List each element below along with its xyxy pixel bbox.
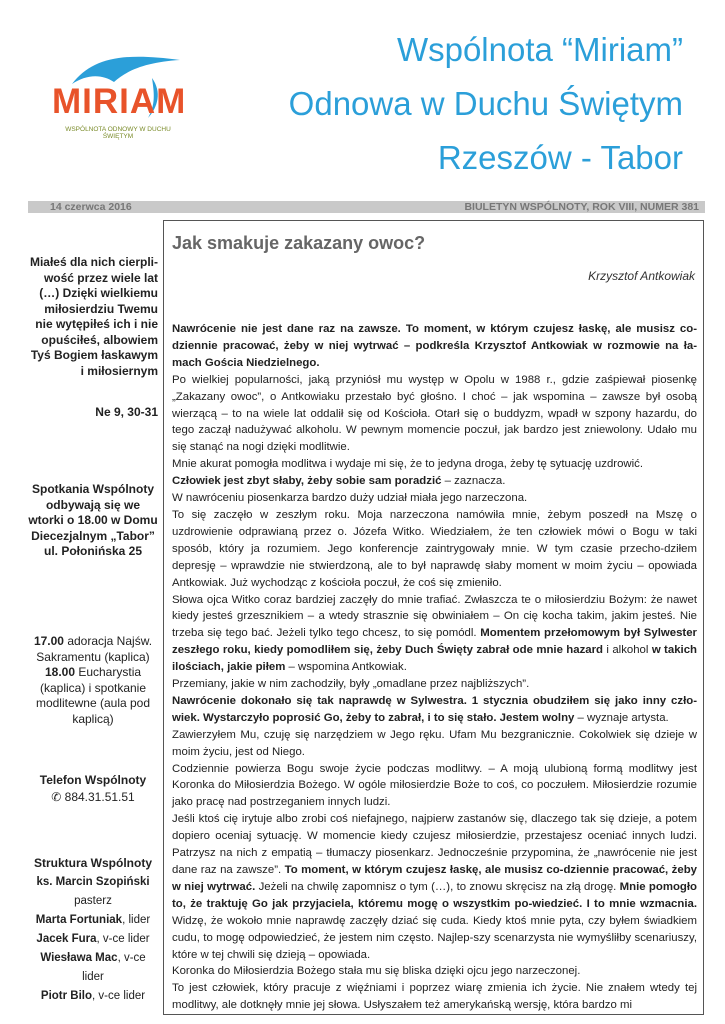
- phone-block: [28, 772, 158, 806]
- structure-title: Struktura Wspólnoty: [33, 856, 152, 870]
- member-2: Jacek Fura, v-ce lider: [36, 933, 150, 945]
- paragraph: Człowiek jest zbyt słaby, żeby sobie sam poradzić – zaznacza.: [172, 475, 506, 488]
- title-line-1: Wspólnota “Miriam”: [396, 31, 683, 68]
- schedule-text-2: Eucharystia (kaplica) i spotkanie modlitewne (aula pod kaplicą): [35, 665, 151, 726]
- paragraph: Nawrócenie nie jest dane raz na zawsze. To moment, w którym czujesz łaskę, ale musisz co-dziennie pracować, żeby w niej wytrwać – podkreśla Krzysztof Antkowiak w rozmowie na ła-mach Gościa Niedzielnego.: [172, 323, 697, 369]
- schedule-text-1: adoracja Najśw. Sakramentu (kaplica): [36, 634, 153, 664]
- bulletin-number: BIULETYN WSPÓLNOTY, ROK VIII, NUMER 381: [464, 201, 699, 213]
- phone-icon: ✆: [51, 790, 65, 804]
- paragraph: Nawrócenie dokonało się tak naprawdę w Sylwestra. 1 stycznia obudziłem się jako inny czło-wiek. Wystarczyło poprosić Go, żeby to zabrał, i to się stało. Jestem wolny – wyznaje artysta.: [172, 694, 697, 724]
- member-0: ks. Marcin Szopiński pasterz: [36, 876, 150, 907]
- paragraph: Koronka do Miłosierdzia Bożego stała mu się bliska dzięki ojcu jego narzeczonej.: [172, 965, 581, 978]
- sidebar-quote: Miałeś dla nich cierpli-wość przez wiele lat (…) Dzięki wielkiemu miłosierdziu Twemu nie wytępiłeś ich i nie opuściłeś, albowiem Tyś Bogiem łaskawym i miłosiernym: [29, 255, 158, 378]
- paragraph: To się zaczęło w zeszłym roku. Moja narzeczona namówiła mnie, żebym poszedł na Mszę o uzdrowienie odprawianą przez o. Józefa Witko. Wiedziałem, że ten człowiek mówi o Bogu w taki sposób, który ja rozumiem. Jego konferencje zaintrygowały mnie. W tym czasie przecho-dziłem depresję – wprawdzie nie stwierdzoną, ale to był naprawdę słaby moment w moim życiu – opowiada Antkowiak. Już wychodząc z kościoła poczuł, że coś się zmieniło.: [172, 508, 697, 589]
- phone-number: 884.31.51.51: [64, 790, 135, 804]
- paragraph: Po wielkiej popularności, jaką przyniósł mu występ w Opolu w 1988 r., gdzie zaśpiewał piosenkę „Zakazany owoc”, o Antkowiaku przestało być głośno. I choć – jak wspomina – zawsze był osobą wierzącą – to na wiele lat oddalił się od Kościoła. Otarł się o buddyzm, wpadł w szpony hazardu, do tego zaczął nadużywać alkoholu. W pewnym momencie poczuł, jak bardzo jest zniewolony. Udało mu się stanąć na nogi dzięki modlitwie.: [172, 373, 697, 454]
- phone-label: Telefon Wspólnoty: [39, 773, 147, 787]
- meetings-info: Spotkania Wspólnoty odbywają się we wtorki o 18.00 w Domu Diecezjalnym „Tabor” ul. Połonińska 25: [28, 482, 158, 558]
- structure-block: [28, 854, 158, 1006]
- article-title: Jak smakuje zakazany owoc?: [172, 233, 426, 253]
- logo-wordmark: MIRIAM: [52, 82, 187, 121]
- schedule: [28, 634, 158, 727]
- quote-reference: Ne 9, 30-31: [95, 405, 158, 419]
- member-4: Piotr Bilo, v-ce lider: [40, 990, 146, 1002]
- paragraph: W nawróceniu piosenkarza bardzo duży udział miała jego narzeczona.: [172, 492, 528, 505]
- paragraph: Mnie akurat pomogła modlitwa i wydaje mi się, że to jedyna droga, żeby tę sytuację uzdrowić.: [172, 458, 644, 471]
- logo-tagline: WSPÓLNOTA ODNOWY W DUCHU ŚWIĘTYM: [65, 126, 171, 140]
- schedule-time-2: 18.00: [44, 665, 75, 679]
- member-1: Marta Fortuniak, lider: [35, 914, 151, 926]
- paragraph: Przemiany, jakie w nim zachodziły, były „omadlane przez najbliższych”.: [172, 678, 530, 691]
- info-bar: [28, 201, 705, 213]
- issue-date: 14 czerwca 2016: [50, 201, 132, 213]
- article-box: [163, 220, 704, 1015]
- paragraph: Codziennie powierza Bogu swoje życie podczas modlitwy. – A moją ulubioną formą modlitwy jest Koronka do Miłosierdzia Bożego. W ogóle miłosierdzie Boże to coś, co poczułem. Miłosierdzie rozumie jako pracę nad postrzeganiem innych ludzi.: [172, 762, 697, 809]
- paragraph: Jeśli ktoś cię irytuje albo zrobi coś niefajnego, najpierw zastanów się, dlaczego tak się dzieje, a potem dopiero oceniaj sytuację. W momencie kiedy czujesz miłosierdzie, przestajesz oceniać innych ludzi. Patrzysz na nich z empatią – tłumaczy piosenkarz. Jednocześnie przypomina, że „nawrócenie nie jest dane raz na zawsze”. To moment, w którym czujesz łaskę, ale musisz co-dziennie pracować, żeby w niej wytrwać. Jeżeli na chwilę zapomnisz o tym (…), to znowu skręcisz na złą drogę. Mnie pomogło to, że traktuję Go jak przyjaciela, któremu mogę o wszystkim po-wiedzieć. I to mnie wzmacnia. Widzę, że wokoło mnie naprawdę zaczęły dziać się cuda. Kiedy ktoś mnie pyta, czy byłem świadkiem cudu, to mogę odpowiedzieć, że jestem nim często. Najlep-szy scenarzysta nie wymyśliłby scenariuszy, które w tej chwili się dzieją – opowiada.: [172, 813, 697, 961]
- paragraph: Zawierzyłem Mu, czuję się narzędziem w Jego ręku. Ufam Mu bezgranicznie. Cokolwiek się dzieje w moim życiu, jest od Niego.: [172, 728, 697, 758]
- article-body: [172, 321, 697, 1014]
- title-line-3: Rzeszów - Tabor: [437, 139, 683, 176]
- schedule-time-1: 17.00: [33, 634, 64, 648]
- member-3: Wiesława Mac, v-ce lider: [40, 952, 146, 983]
- title-line-2: Odnowa w Duchu Świętym: [288, 85, 683, 122]
- article-author: Krzysztof Antkowiak: [588, 269, 695, 283]
- paragraph: To jest człowiek, który pracuje z więźniami i poprzez wiarę zmienia ich życie. Nie znałem wtedy tej modlitwy, ale dotknęły mnie jej słowa. Usłyszałem też amerykańską wersję, która bardzo mi: [172, 982, 697, 1012]
- paragraph: Słowa ojca Witko coraz bardziej zaczęły do mnie trafiać. Zwłaszcza te o miłosierdziu Bożym: że nawet kiedy jesteś grzesznikiem – a wtedy strasznie się obwiniałem – On cię kocha takim, jakim jesteś. Nie trzeba się tego bać. Jeżeli tylko tego chcesz, to się pomódl. Momentem przełomowym był Sylwester zeszłego roku, kiedy pomodliłem się, żeby Duch Święty zabrał ode mnie hazard i alkohol w takich ilościach, jakie piłem – wspomina Antkowiak.: [172, 593, 697, 674]
